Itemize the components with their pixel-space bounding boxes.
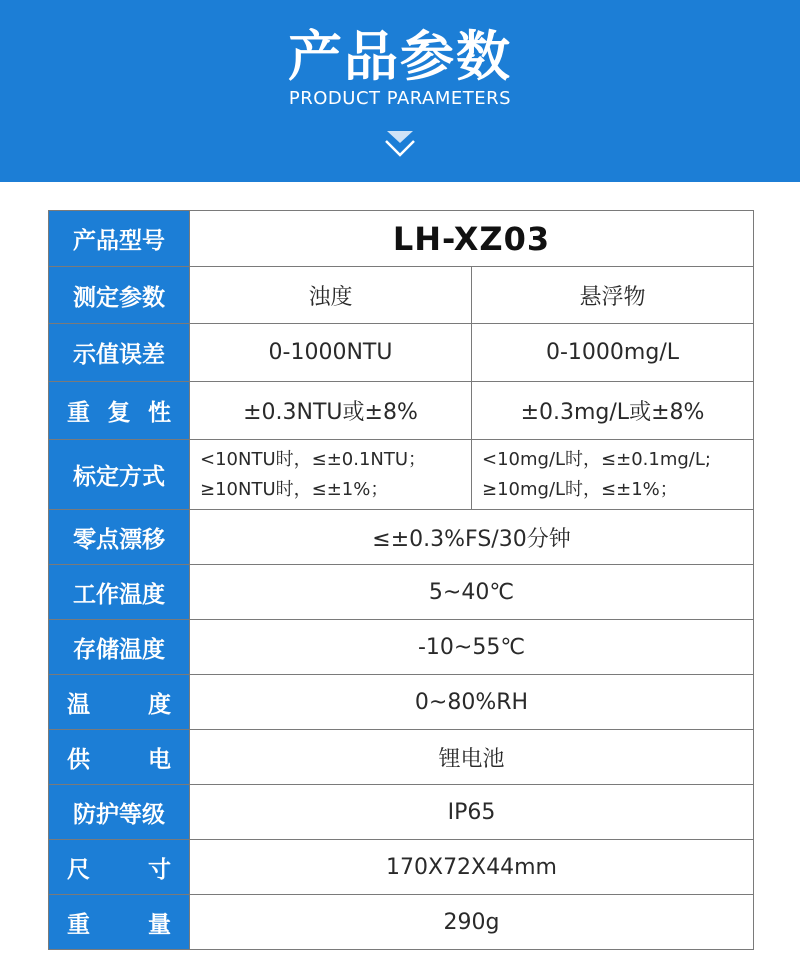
table-row xyxy=(49,895,754,950)
table-row xyxy=(49,730,754,785)
table-row xyxy=(49,510,754,565)
row-label: 零点漂移 xyxy=(49,510,190,565)
row-label: 防护等级 xyxy=(49,785,190,840)
cell-value xyxy=(472,440,754,510)
cell-value: 0-1000NTU xyxy=(190,324,472,382)
page-title: 产品参数 xyxy=(288,25,512,88)
parameters-table xyxy=(48,210,754,950)
row-label: 工作温度 xyxy=(49,565,190,620)
page-subtitle: PRODUCT PARAMETERS xyxy=(288,88,512,109)
row-label: 示值误差 xyxy=(49,324,190,382)
cell-value: 0~80%RH xyxy=(190,675,754,730)
cell-value xyxy=(190,440,472,510)
cell-value: 0-1000mg/L xyxy=(472,324,754,382)
table-row xyxy=(49,211,754,267)
cell-value: ±0.3mg/L或±8% xyxy=(472,382,754,440)
table-row xyxy=(49,324,754,382)
row-label: 标定方式 xyxy=(49,440,190,510)
table-row xyxy=(49,620,754,675)
table-row xyxy=(49,267,754,324)
row-label: 温 度 xyxy=(49,675,190,730)
chevron-down-icon xyxy=(383,128,417,158)
calib-line: ≥10mg/L时，≤±1%； xyxy=(482,478,678,500)
cell-value: 浊度 xyxy=(190,267,472,324)
table-row xyxy=(49,675,754,730)
cell-value: IP65 xyxy=(190,785,754,840)
cell-value: 170X72X44mm xyxy=(190,840,754,895)
cell-value: ≤±0.3%FS/30分钟 xyxy=(190,510,754,565)
table-row xyxy=(49,382,754,440)
cell-value: 5~40℃ xyxy=(190,565,754,620)
table-row xyxy=(49,840,754,895)
calib-line: ≥10NTU时，≤±1%； xyxy=(200,478,389,500)
model-value: LH-XZ03 xyxy=(190,211,754,267)
cell-value: 锂电池 xyxy=(190,730,754,785)
table-row xyxy=(49,440,754,510)
row-label: 重 量 xyxy=(49,895,190,950)
cell-value: 290g xyxy=(190,895,754,950)
row-label: 存储温度 xyxy=(49,620,190,675)
cell-value: 悬浮物 xyxy=(472,267,754,324)
row-label: 产品型号 xyxy=(49,211,190,267)
table-row xyxy=(49,565,754,620)
row-label: 重 复 性 xyxy=(49,382,190,440)
cell-value: -10~55℃ xyxy=(190,620,754,675)
calib-line: <10NTU时，≤±0.1NTU； xyxy=(200,448,427,470)
header-banner xyxy=(0,0,800,182)
row-label: 尺 寸 xyxy=(49,840,190,895)
table-row xyxy=(49,785,754,840)
calib-line: <10mg/L时，≤±0.1mg/L; xyxy=(482,448,711,470)
row-label: 测定参数 xyxy=(49,267,190,324)
row-label: 供 电 xyxy=(49,730,190,785)
cell-value: ±0.3NTU或±8% xyxy=(190,382,472,440)
